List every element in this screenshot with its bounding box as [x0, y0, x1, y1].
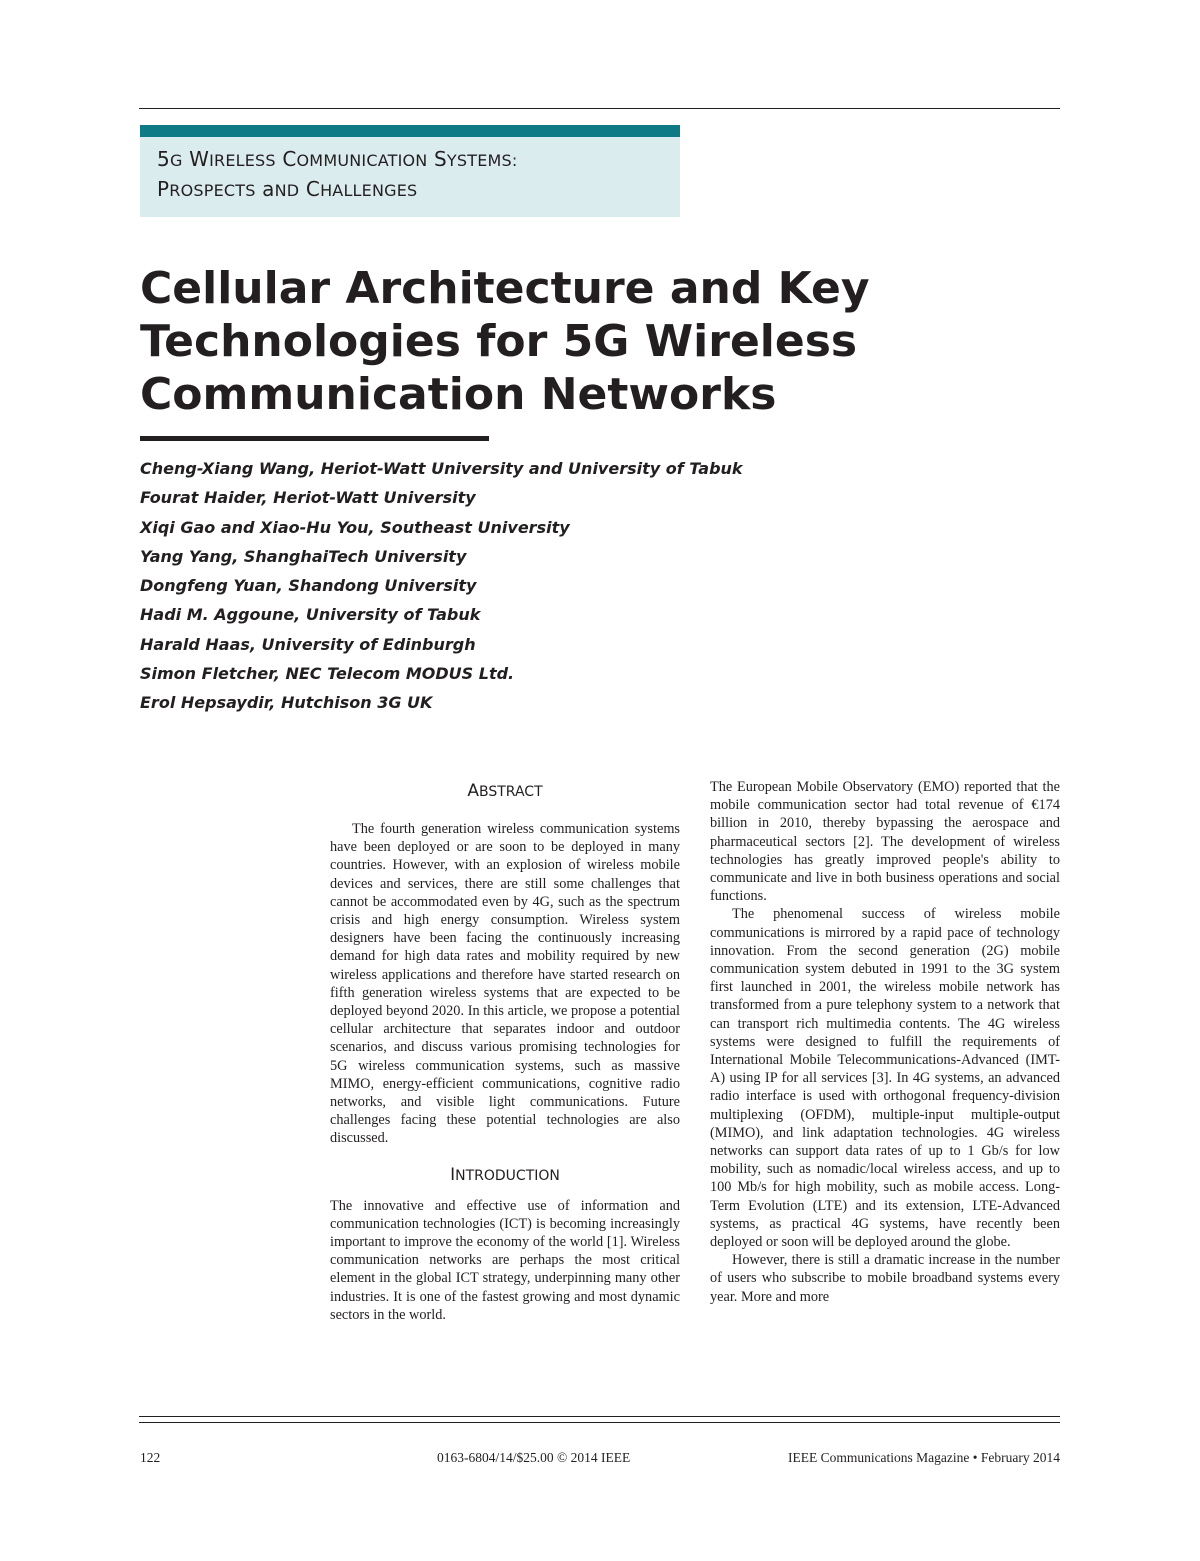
- page-number: 122: [140, 1450, 161, 1465]
- author-affiliation: Yang Yang, ShanghaiTech University: [140, 546, 467, 566]
- author-affiliation: Xiqi Gao and Xiao-Hu You, Southeast University: [140, 517, 570, 537]
- abstract-heading: ABSTRACT: [467, 781, 543, 801]
- author-list: [140, 454, 743, 718]
- article-title: [140, 262, 900, 421]
- body-column-right: [710, 778, 1060, 1306]
- article-title-line: Cellular Architecture and Key: [140, 263, 870, 314]
- journal-info: IEEE Communications Magazine • February 2014: [787, 1450, 1060, 1465]
- body-column-left: [330, 778, 680, 1324]
- article-title-line: Technologies for 5G Wireless: [140, 316, 858, 367]
- section-banner-accent-bar: [140, 125, 680, 137]
- introduction-paragraph-3: However, there is still a dramatic increase in the number of users who subscribe to mobile broadband systems every year. More and more: [710, 1252, 1060, 1305]
- introduction-heading: INTRODUCTION: [450, 1164, 560, 1185]
- footer-rule-lower: [139, 1422, 1060, 1423]
- author-affiliation: Harald Haas, University of Edinburgh: [140, 634, 476, 654]
- author-affiliation: Fourat Haider, Heriot-Watt University: [140, 488, 476, 508]
- introduction-paragraph-1: The innovative and effective use of information and communication technologies (ICT) is becoming increasingly important to improve the economy of the world [1]. Wireless communication networks are perhaps the most critical element in the global ICT strategy, underpinning many other industries. It is one of the fastest growing and most dynamic sectors in the world.: [330, 1197, 680, 1323]
- author-affiliation: Simon Fletcher, NEC Telecom MODUS Ltd.: [140, 664, 515, 684]
- author-affiliation: Erol Hepsaydir, Hutchison 3G UK: [140, 693, 433, 713]
- article-title-line: Communication Networks: [140, 369, 777, 420]
- footer-rule-upper: [139, 1416, 1060, 1417]
- section-banner-line-2: PROSPECTS aND CHALLENGES: [157, 177, 418, 201]
- author-affiliation: Dongfeng Yuan, Shandong University: [140, 576, 477, 596]
- top-rule: [139, 108, 1060, 109]
- author-affiliation: Cheng-Xiang Wang, Heriot-Watt University and University of Tabuk: [140, 459, 743, 478]
- title-underline: [140, 436, 489, 441]
- author-affiliation: Hadi M. Aggoune, University of Tabuk: [140, 605, 481, 625]
- introduction-paragraph-2: The phenomenal success of wireless mobile communications is mirrored by a rapid pace of technology innovation. From the second generation (2G) mobile communication system debuted in 1991 to the 3G system first launched in 2001, the wireless mobile network has transformed from a pure telephony system to a network that can transport rich multimedia contents. The 4G wireless systems were designed to fulfill the requirements of International Mobile Telecommunications-Advanced (IMT-A) using IP for all services [3]. In 4G systems, an advanced radio interface is used with orthogonal frequency-division multiplexing (OFDM), multiple-input multiple-output (MIMO), and link adaptation technologies. 4G wireless networks can support data rates of up to 1 Gb/s for low mobility, such as nomadic/local wireless access, and up to 100 Mb/s for high mobility, such as mobile access. Long-Term Evolution (LTE) and its extension, LTE-Advanced systems, as practical 4G systems, have recently been deployed or soon will be deployed around the globe.: [710, 906, 1060, 1251]
- introduction-paragraph-1-continued: The European Mobile Observatory (EMO) reported that the mobile communication sector had total revenue of €174 billion in 2010, thereby bypassing the aerospace and pharmaceutical sectors [2]. The development of wireless technologies has greatly improved people's ability to communicate and live in both business operations and social functions.: [710, 779, 1060, 905]
- section-banner: [140, 137, 680, 217]
- copyright-notice: 0163-6804/14/$25.00 © 2014 IEEE: [437, 1450, 631, 1465]
- abstract-text: The fourth generation wireless communication systems have been deployed or are soon to be deployed in many countries. However, with an explosion of wireless mobile devices and services, there are still some challenges that cannot be accommodated even by 4G, such as the spectrum crisis and high energy consumption. Wireless system designers have been facing the continuously increasing demand for high data rates and mobility required by new wireless applications and therefore have started research on fifth generation wireless systems that are expected to be deployed beyond 2020. In this article, we propose a potential cellular architecture that separates indoor and outdoor scenarios, and discuss various promising technologies for 5G wireless communication systems, such as massive MIMO, energy-efficient communications, cognitive radio networks, and visible light communications. Future challenges facing these potential technologies are also discussed.: [330, 821, 680, 1147]
- section-banner-line-1: 5G WIRELESS COMMUNICATION SYSTEMS:: [157, 147, 518, 171]
